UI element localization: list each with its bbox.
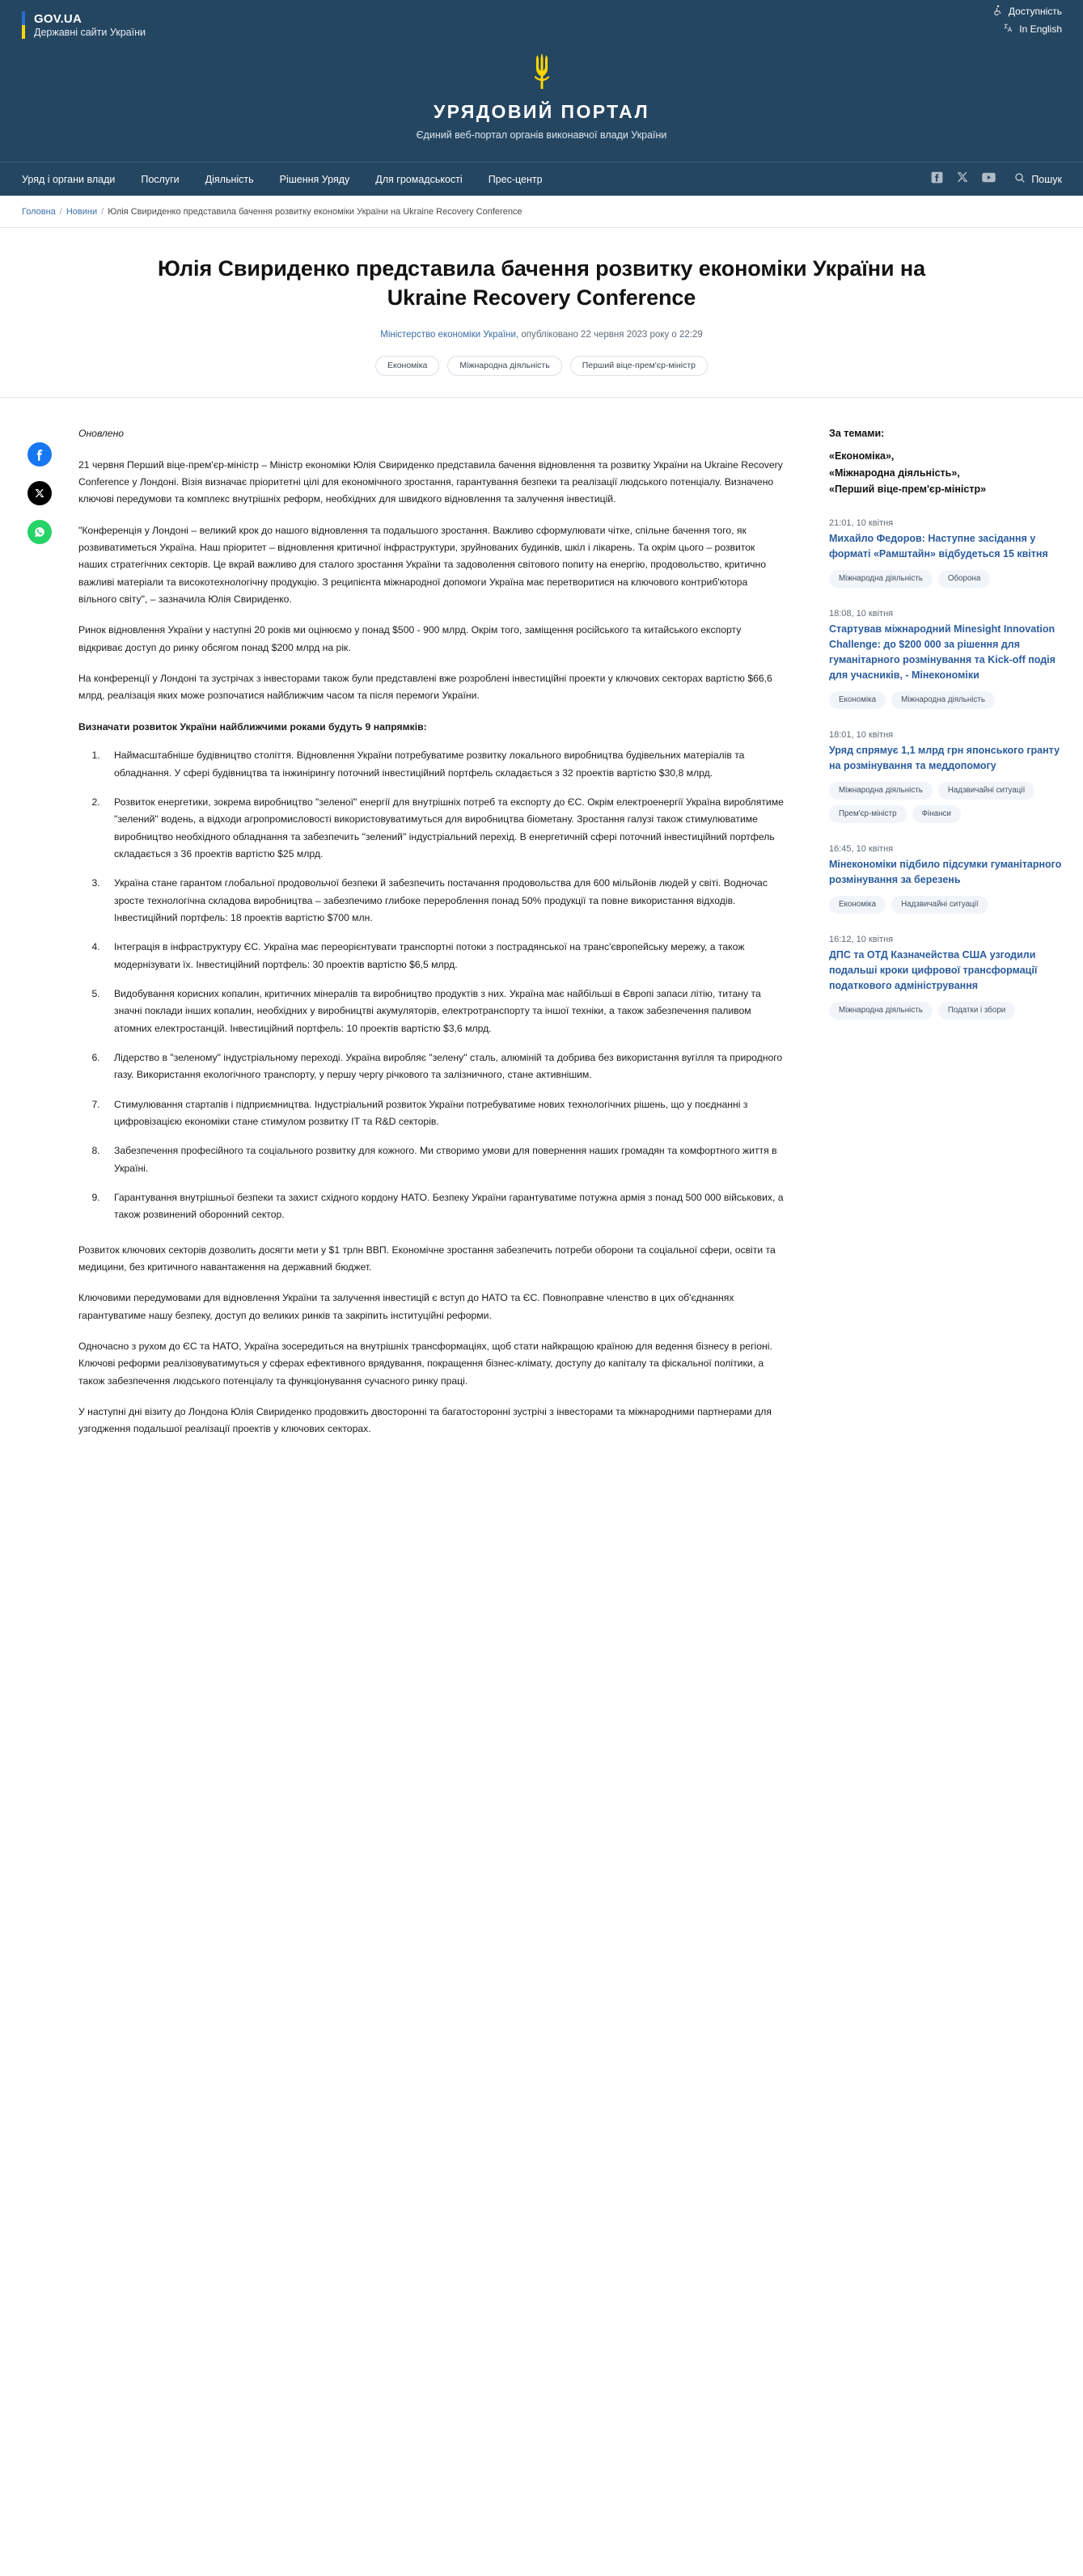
accessibility-link[interactable] [992,5,1062,18]
gov-ua-bar [0,0,1083,50]
direction-item: 1. Наймасштабніше будівництво століття. Відновлення України потребуватиме розвитку локального виробництва будівельних матеріалів та обладнання. У сфері будівництва та інжинірингу поточний інвестиційний портфель складається з 32 проектів вартістю $30,8 млрд. [103,747,784,782]
directions-list [78,747,784,1224]
direction-item: 2. Розвиток енергетики, зокрема виробництво "зеленої" енергії для внутрішніх потреб та експорту до ЄС. Окрім електроенергії Україна вироблятиме "зелений" водень, а відходи агропромисловості використовуватимуться для виробництва біометану. Зростання галузі також стимулюватиме виробництво необхідного обладнання та забезпечить "зелений" індустріальний перехід. В енергетичній сфері поточний інвестиційний портфель складається з 36 проектів вартістю $25 млрд. [103,794,784,863]
direction-item: 3. Україна стане гарантом глобальної продовольчої безпеки й забезпечить постачання продовольства для 600 мільйонів людей у світі. Водночас зросте технологічна складова виробництва – забезпечимо глибоке перероблення понад 50% продукції та повне використання відходів. Інвестиційний портфель: 18 проектів вартістю $700 млн. [103,875,784,927]
nav-item-press-center[interactable]: Прес-центр [488,173,543,185]
gov-ua-brand-tagline: Державні сайти України [34,26,146,38]
breadcrumb-separator: / [101,207,104,217]
news-tag[interactable]: Економіка [829,896,886,914]
news-timestamp: 16:45, 10 квітня [829,844,894,855]
nav-item-public[interactable]: Для громадськості [375,173,463,185]
news-tag[interactable]: Податки і збори [938,1002,1015,1020]
portal-header [0,50,1083,162]
page-title: Юлія Свириденко представила бачення розвитку економіки України на Ukraine Recovery Conference [157,256,926,310]
nav-item-government[interactable]: Уряд і органи влади [22,173,116,185]
breadcrumb-current: Юлія Свириденко представила бачення розвитку економіки України на Ukraine Recovery Conference [108,207,522,217]
breadcrumb [0,196,1083,228]
search-icon [1014,172,1026,186]
share-x-twitter-icon[interactable] [27,481,52,505]
news-title-link[interactable]: Стартував міжнародний Minesight Innovation Challenge: до $200 000 за рішення для гуманітарного розмінування та Kick-off подія для учасників, - Мінекономіки [829,623,1056,682]
direction-item: 8. Забезпечення професійного та соціального розвитку для кожного. Ми створимо умови для повернення наших громадян та комфортного життя в Україні. [103,1142,784,1177]
article-byline [121,330,962,340]
direction-item: 5. Видобування корисних копалин, критичних мінералів та виробництво продуктів з них. Україна має найбільші в Європі запаси літію, титану та значні поклади інших копалин, необхідних у виробництві акумуляторів, електротранспорту та іншої техніки, а також забезпечення паливом атомних електростанцій. Інвестиційний портфель: 10 проектів вартістю $3,6 млрд. [103,986,784,1037]
news-timestamp: 18:01, 10 квітня [829,730,894,741]
article-tag-list [121,356,962,376]
facebook-icon[interactable] [931,171,943,188]
nav-item-activity[interactable]: Діяльність [205,173,254,185]
direction-item: 4. Інтеграція в інфраструктуру ЄС. Україна має переорієнтувати транспортні потоки з пострадянської на транс'європейську мережу, а також модернізувати їх. Інвестиційний портфель: 30 проектів вартістю $6,5 млрд. [103,939,784,973]
breadcrumb-separator: / [59,207,62,217]
news-title-link[interactable]: ДПС та ОТД Казначейства США узгодили подальші кроки цифрової трансформації податкового адміністрування [829,949,1038,992]
news-tag-list [829,691,1062,709]
news-tag[interactable]: Міжнародна діяльність [829,782,933,800]
related-news-item [829,844,1062,914]
updated-label: Оновлено [78,428,125,440]
accessibility-label: Доступність [1008,6,1062,17]
article-paragraph: "Конференція у Лондоні – великий крок до нашого відновлення та подальшого зростання. Важливо сформулювати чітке, спільне бачення того, як розвиватиметься Україна. Наш пріоритет – відновлення критичної інфраструктури, зруйнованих будинків, шкіл і лікарень. Та окрім цього – розвиток наших стратегічних секторів. Це вкрай важливо для сталого зростання України та задоволення світового попиту на енергію, продовольство, критично важливі матеріали та високотехнологічну продукцію. З реципієнта міжнародної допомоги Україна має перетворитися на ключового контриб'ютора вільного світу", – зазначила Юлія Свириденко. [78,524,767,606]
ukraine-flag-bar-icon [22,11,25,39]
article-paragraph: На конференції у Лондоні та зустрічах з інвесторами також були представлені вже розроблені інвестиційні проекти у ключових секторах вартістю $66,6 млрд, реалізація яких може розпочатися найближчим часом та після перемоги України. [78,673,772,702]
direction-item: 7. Стимулювання стартапів і підприємництва. Індустріальний розвиток України потребуватиме нових технологічних рішень, що у поєднанні з цифровізацією економіки стане стимулом розвитку IT та R&D секторів. [103,1096,784,1131]
news-tag[interactable]: Міжнародна діяльність [891,691,995,709]
news-tag[interactable]: Прем'єр-міністр [829,805,907,823]
breadcrumb-home[interactable]: Головна [22,207,56,217]
translate-icon [1003,23,1013,36]
article-tag[interactable]: Перший віце-прем'єр-міністр [570,356,708,376]
news-timestamp: 18:08, 10 квітня [829,609,894,619]
article-tag[interactable]: Міжнародна діяльність [447,356,561,376]
article-paragraph: 21 червня Перший віце-прем'єр-міністр – Міністр економіки Юлія Свириденко представила бачення відновлення та розвитку України на Ukraine Recovery Conference у Лондоні. Візія визначає пріоритетні цілі для економічного зростання, гарантування безпеки та реалізації людського потенціалу. Визначено ключові передумови та комплекс внутрішніх реформ, необхідних для швидкого відновлення та залучення інвестицій. [78,458,783,505]
share-facebook-icon[interactable] [27,442,52,467]
sidebar-heading: За темами: [829,428,885,440]
news-tag-list [829,570,1062,588]
news-title-link[interactable]: Уряд спрямує 1,1 млрд грн японського гранту на розмінування та меддопомогу [829,745,1060,772]
related-news-item [829,518,1062,588]
news-tag[interactable]: Надзвичайні ситуації [891,896,988,914]
wheelchair-icon [992,5,1003,18]
nav-item-services[interactable]: Послуги [141,173,180,185]
article-paragraph: Ключовими передумовами для відновлення України та залучення інвестицій є вступ до НАТО та ЄС. Повноправне членство в цих об'єднаннях гарантуватиме нашу безпеку, доступ до великих ринків та закріпить інституційні реформи. [78,1292,734,1321]
portal-subtitle: Єдиний веб-портал органів виконавчої влади України [416,129,667,141]
language-switch-link[interactable] [1003,23,1062,36]
news-title-link[interactable]: Мінекономіки підбило підсумки гуманітарного розмінування за березень [829,859,1062,886]
share-whatsapp-icon[interactable] [27,520,52,544]
article-paragraph: У наступні дні візиту до Лондона Юлія Свириденко продовжить двосторонні та багатосторонні зустрічі з інвесторами та міжнародними партнерами для узгодження подальшої реалізації проектів у ключових секторах. [78,1406,772,1435]
news-tag[interactable]: Оборона [938,570,990,588]
sidebar-topic[interactable]: «Перший віце-прем'єр-міністр» [829,483,987,495]
gov-ua-brand[interactable] [0,11,146,39]
related-sidebar [829,398,1062,1500]
language-switch-label: In English [1019,23,1062,35]
nav-item-decisions[interactable]: Рішення Уряду [279,173,350,185]
sidebar-topic-list [829,448,1062,497]
news-title-link[interactable]: Михайло Федоров: Наступне засідання у форматі «Рамштайн» відбудеться 15 квітня [829,533,1048,560]
news-tag-list [829,1002,1062,1020]
news-tag[interactable]: Міжнародна діяльність [829,1002,933,1020]
article-header [0,228,1083,398]
social-share-rail [0,398,78,1500]
article-paragraph: Ринок відновлення України у наступні 20 років ми оцінюємо у понад $500 - 900 млрд. Окрім того, заміщення російського та китайського експорту відкриває доступ до ринку обсягом понад $200 млрд на рік. [78,624,742,653]
x-twitter-icon[interactable] [957,171,968,187]
article-source-link[interactable]: Міністерство економіки України [380,330,516,340]
main-navigation [0,162,1083,196]
directions-heading: Визначати розвиток України найближчими роками будуть 9 напрямків: [78,720,427,733]
youtube-icon[interactable] [982,171,996,188]
portal-title: УРЯДОВИЙ ПОРТАЛ [433,101,650,122]
related-news-item [829,935,1062,1020]
article-publish-date: , опубліковано 22 червня 2023 року о 22:29 [515,330,703,340]
search-label: Пошук [1031,173,1062,185]
news-tag-list [829,782,1062,823]
article-paragraph: Розвиток ключових секторів дозволить досягти мети у $1 трлн ВВП. Економічне зростання забезпечить потреби оборони та соціальної сфери, освіти та медицини, без критичного навантаження на державний бюджет. [78,1244,776,1273]
related-news-item [829,609,1062,709]
article-body [78,398,829,1500]
breadcrumb-news[interactable]: Новини [66,207,98,217]
news-tag[interactable]: Фінанси [912,805,961,823]
news-tag[interactable]: Міжнародна діяльність [829,570,933,588]
news-tag[interactable]: Надзвичайні ситуації [938,782,1034,800]
ukraine-coat-of-arms-icon [0,53,1083,93]
news-timestamp: 21:01, 10 квітня [829,518,894,529]
sidebar-topic[interactable]: «Економіка», [829,450,895,462]
news-tag-list [829,896,1062,914]
gov-ua-brand-name: GOV.UA [34,11,82,26]
article-paragraph: Одночасно з рухом до ЄС та НАТО, Україна зосередиться на внутрішніх трансформаціях, щоб стати найкращою країною для ведення бізнесу в регіоні. Ключові реформи реалізовуватимуться у сферах ефективного врядування, покращення бізнес-клімату, доступу до капіталу та фіскальної політики, а також забезпечення людського потенціалу та функціонування сучасного ринку праці. [78,1341,772,1387]
news-tag[interactable]: Економіка [829,691,886,709]
article-tag[interactable]: Економіка [375,356,439,376]
direction-item: 6. Лідерство в "зеленому" індустріальному переході. Україна виробляє "зелену" сталь, алюміній та добрива без використання вугілля та природного газу. Використання екологічного транспорту, у першу чергу річкового та залізничного, стане активнішим. [103,1049,784,1084]
sidebar-topic[interactable]: «Міжнародна діяльність», [829,467,960,479]
direction-item: 9. Гарантування внутрішньої безпеки та захист східного кордону НАТО. Безпеку України гарантуватиме потужна армія з понад 500 000 військових, а також розвинений оборонний сектор. [103,1189,784,1224]
news-timestamp: 16:12, 10 квітня [829,935,894,945]
search-button[interactable] [1014,172,1062,186]
related-news-item [829,730,1062,823]
